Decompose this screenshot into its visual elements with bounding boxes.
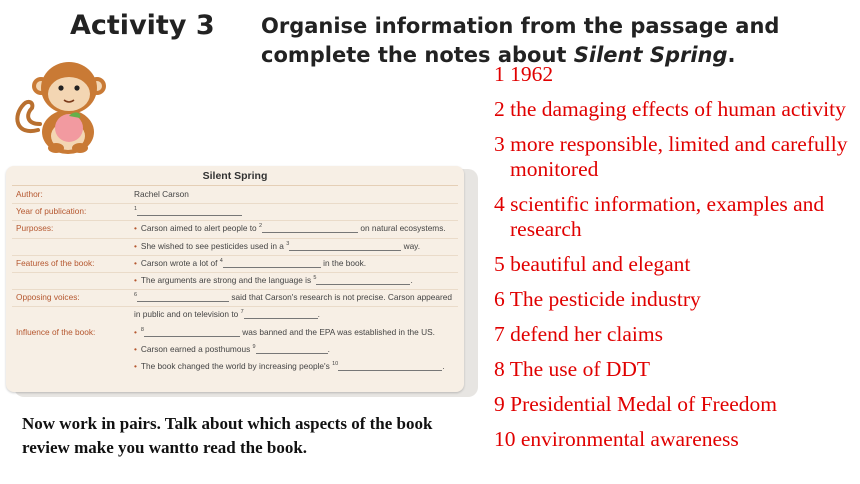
answer-item: 2 the damaging effects of human activity [494,97,846,121]
features-label: Features of the book: [16,257,95,268]
feature-2: • The arguments are strong and the language is $^5$ . [134,275,413,285]
row-feature-1 [12,255,458,273]
influence-1: • $^8$ was banned and the EPA was established in the US. [134,326,435,337]
row-opposing-1 [12,289,458,307]
answer-item: 7 defend her claims [494,322,663,346]
purposes-label: Purposes: [16,223,54,234]
card-title: Silent Spring [202,170,268,182]
opposing-1: $^6$ said that Carson's research is not precise. Carson appeared [134,292,453,303]
row-purpose-1 [12,220,458,238]
activity-title: Activity 3 [70,10,215,41]
row-influence-3 [12,358,458,375]
answer-list [494,62,860,462]
answer-item: 9 Presidential Medal of Freedom [494,392,778,416]
influence-label: Influence of the book: [16,326,96,337]
row-year [12,203,458,221]
purpose-1: • Carson aimed to alert people to $^2$ on natural ecosystems. [134,223,446,234]
influence-3: • The book changed the world by increasing people's $^{10}$ . [134,361,445,371]
opposing-2: in public and on television to $^7$ . [134,309,320,320]
row-feature-2 [12,272,458,290]
answer-item: 5 beautiful and elegant [494,252,691,276]
book-title-italic: Silent Spring [573,43,728,67]
row-author [12,186,458,204]
pair-work-instruction: Now work in pairs. Talk about which aspects of the book review make you wantto read the book. [22,414,433,457]
answer-item: 1 1962 [494,62,554,86]
row-opposing-2 [12,306,458,323]
author-label: Author: [16,189,43,199]
answer-item: 8 The use of DDT [494,357,651,381]
answer-item: 4 scientific information, examples and research [494,192,825,241]
author-value: Rachel Carson [134,189,189,199]
answer-item: 10 environmental awareness [494,427,739,451]
answer-item: 6 The pesticide industry [494,287,701,311]
influence-2: • Carson earned a posthumous $^9$ . [134,343,330,354]
row-influence-2 [12,341,458,358]
row-influence-1 [12,324,458,341]
feature-1: • Carson wrote a lot of $^4$ in the book. [134,257,367,268]
answer-item: 3 more responsible, limited and carefully monitored [494,132,848,181]
year-blank: 1 [134,206,242,216]
purpose-2: • She wished to see pesticides used in a $^3$ way. [134,240,421,251]
opposing-label: Opposing voices: [16,292,80,303]
instruction-end: . [727,43,736,67]
notes-card [6,166,464,392]
monkey-illustration [8,58,132,158]
instruction-text: Organise information from the passage and complete the notes about [261,14,780,67]
row-purpose-2 [12,238,458,256]
year-label: Year of publication: [16,206,87,217]
